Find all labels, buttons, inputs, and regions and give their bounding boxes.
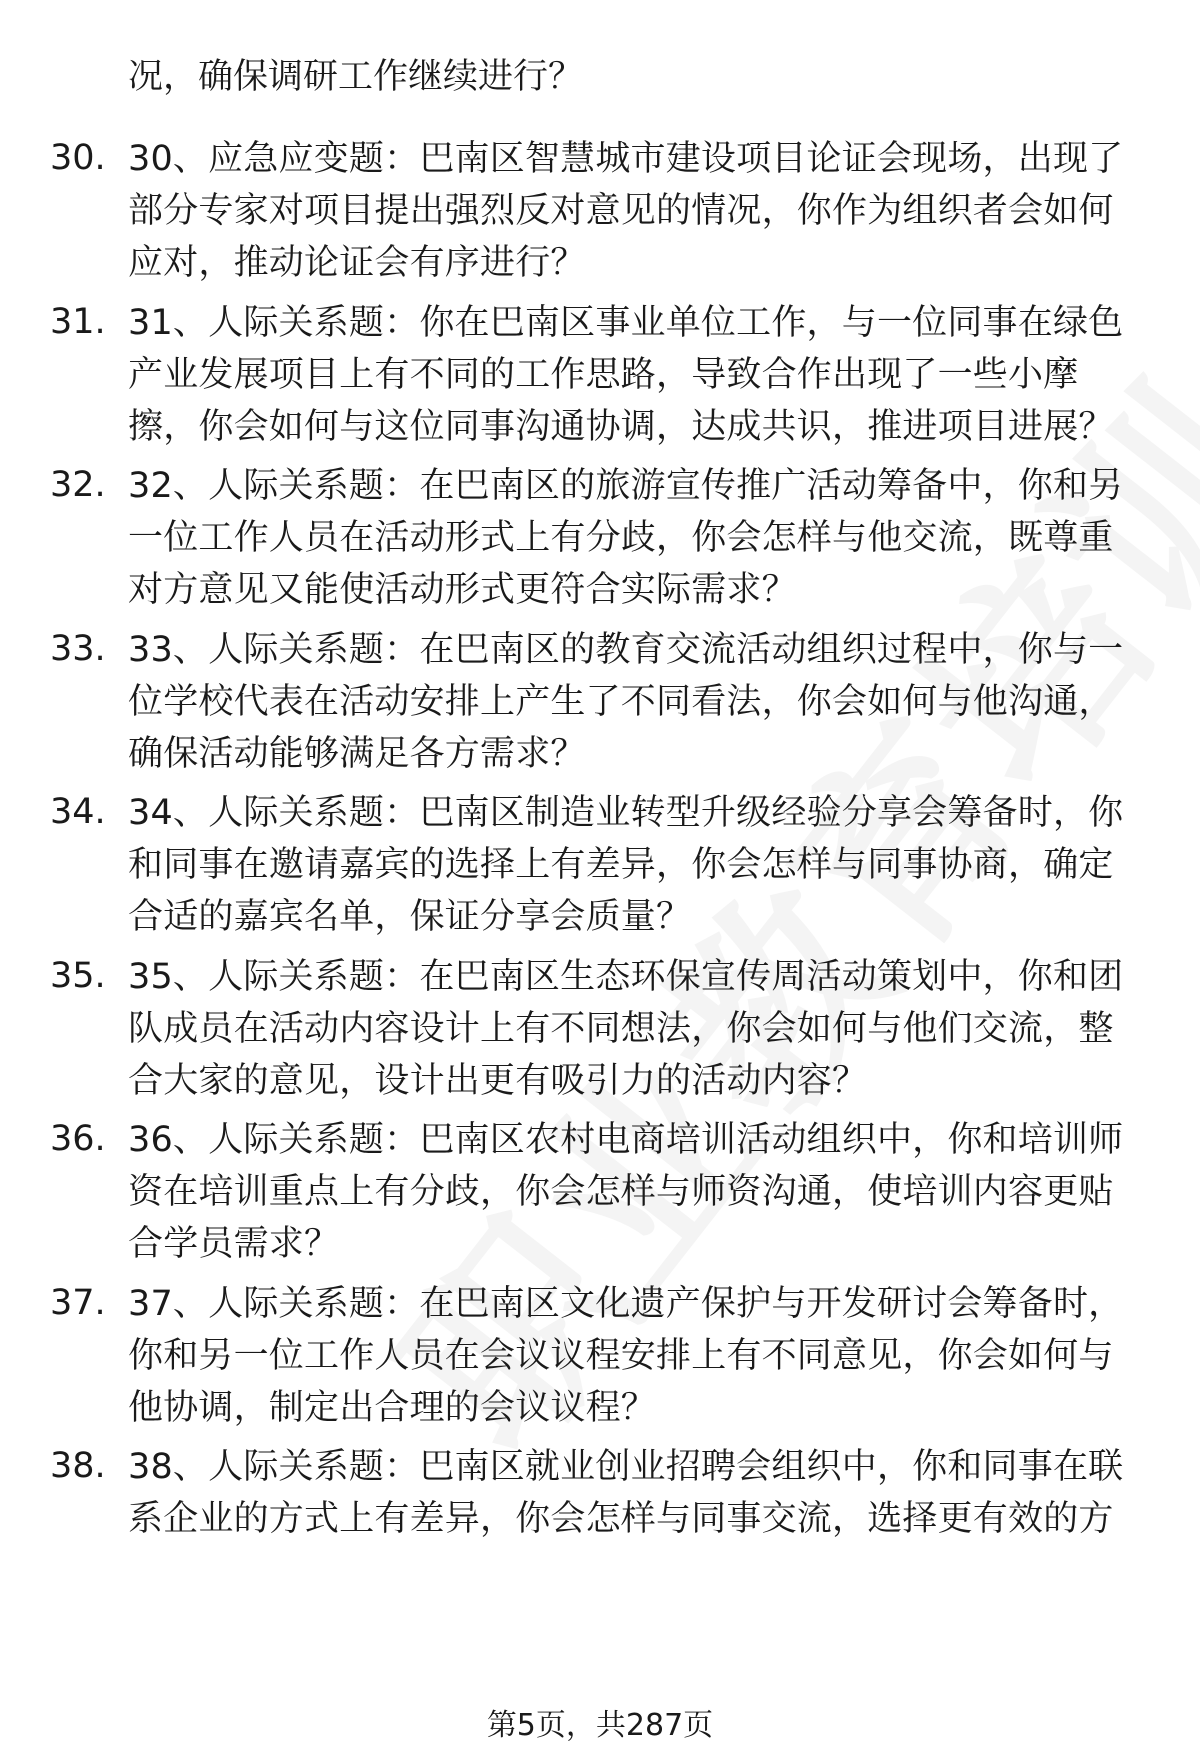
question-text: 37、人际关系题：在巴南区文化遗产保护与开发研讨会筹备时，你和另一位工作人员在会议议程安排上有不同意见，你会如何与他协调，制定出合理的会议议程？ <box>128 1284 1124 1428</box>
continuation-text: 况，确保调研工作继续进行？ <box>128 57 584 97</box>
question-number: 35. <box>50 956 106 996</box>
question-text: 32、人际关系题：在巴南区的旅游宣传推广活动筹备中，你和另一位工作人员在活动形式上有分歧，你会怎样与他交流，既尊重对方意见又能使活动形式更符合实际需求？ <box>128 466 1124 610</box>
question-number: 30. <box>50 138 106 178</box>
question-number: 37. <box>50 1283 106 1323</box>
question-number: 32. <box>50 465 106 505</box>
question-number: 34. <box>50 792 106 832</box>
page-footer: 第5页，共287页 <box>486 1708 714 1743</box>
question-text: 33、人际关系题：在巴南区的教育交流活动组织过程中，你与一位学校代表在活动安排上产生了不同看法，你会如何与他沟通，确保活动能够满足各方需求？ <box>128 630 1124 774</box>
question-text: 38、人际关系题：巴南区就业创业招聘会组织中，你和同事在联系企业的方式上有差异，你会怎样与同事交流，选择更有效的方 <box>128 1447 1124 1539</box>
question-text: 30、应急应变题：巴南区智慧城市建设项目论证会现场，出现了部分专家对项目提出强烈反对意见的情况，你作为组织者会如何应对，推动论证会有序进行？ <box>128 139 1124 283</box>
question-text: 34、人际关系题：巴南区制造业转型升级经验分享会筹备时，你和同事在邀请嘉宾的选择上有差异，你会怎样与同事协商，确定合适的嘉宾名单，保证分享会质量？ <box>128 793 1124 937</box>
question-number: 33. <box>50 629 106 669</box>
question-text: 35、人际关系题：在巴南区生态环保宣传周活动策划中，你和团队成员在活动内容设计上有不同想法，你会如何与他们交流，整合大家的意见，设计出更有吸引力的活动内容？ <box>128 957 1124 1101</box>
question-number: 38. <box>50 1446 106 1486</box>
question-text: 36、人际关系题：巴南区农村电商培训活动组织中，你和培训师资在培训重点上有分歧，你会怎样与师资沟通，使培训内容更贴合学员需求？ <box>128 1120 1124 1264</box>
question-text: 31、人际关系题：你在巴南区事业单位工作，与一位同事在绿色产业发展项目上有不同的工作思路，导致合作出现了一些小摩擦，你会如何与这位同事沟通协调，达成共识，推进项目进展？ <box>128 303 1124 447</box>
question-number: 36. <box>50 1119 106 1159</box>
question-number: 31. <box>50 302 106 342</box>
